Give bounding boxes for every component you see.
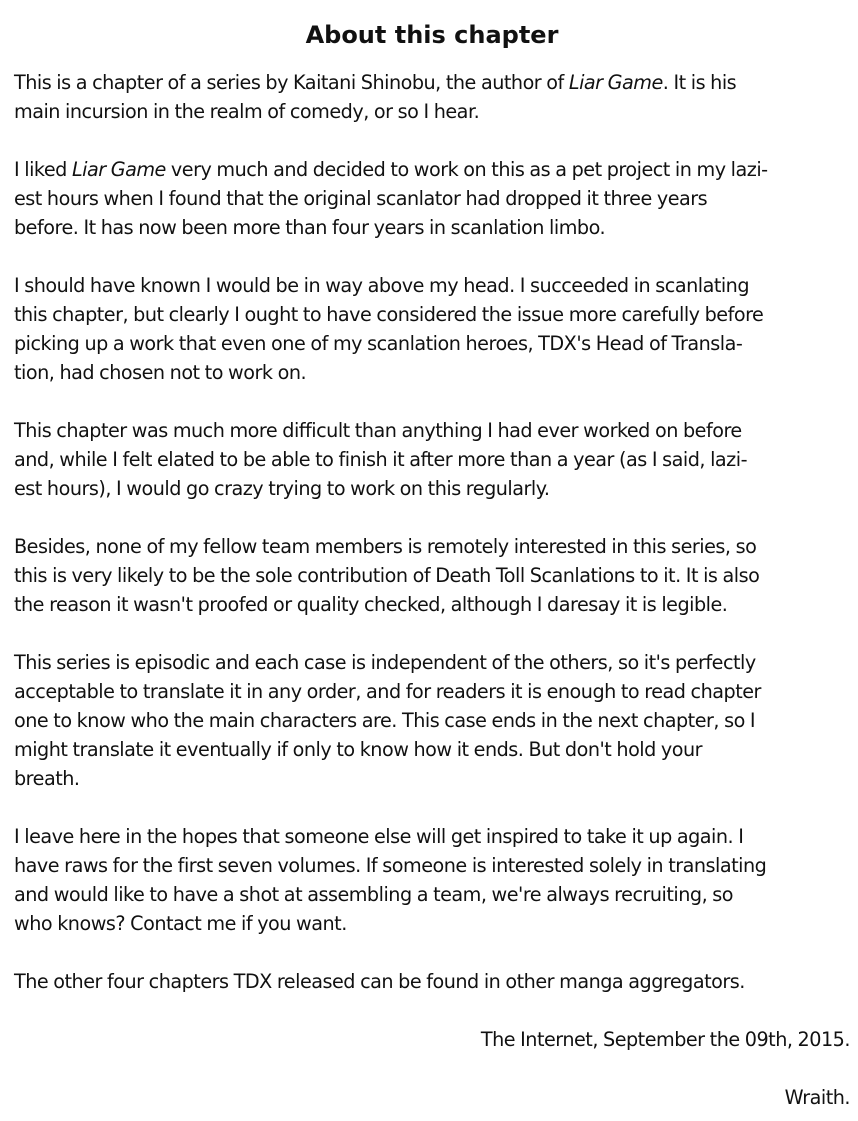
paragraph-other-chapters [14,967,850,996]
book-title: Liar Game [568,71,663,94]
text-line: one to know who the main characters are. This case ends in the next chapter, so I [14,709,756,732]
paragraph-intro [14,68,850,126]
paragraph-recruiting [14,822,850,938]
text-line: This series is episodic and each case is independent of the others, so it's perfectly [14,651,756,674]
text-line: This is a chapter of a series by Kaitani Shinobu, the author of Liar Game. It is his [14,71,737,94]
text-line: this chapter, but clearly I ought to have considered the issue more carefully before [14,303,764,326]
text-line: breath. [14,767,80,790]
text-line: est hours), I would go crazy trying to work on this regularly. [14,477,550,500]
signature: Wraith. [784,1086,850,1109]
text-line: The other four chapters TDX released can be found in other manga aggregators. [14,970,745,993]
document-page [14,18,850,1112]
paragraph-team [14,532,850,619]
text-line: this is very likely to be the sole contribution of Death Toll Scanlations to it. It is also [14,564,760,587]
text-line: acceptable to translate it in any order, and for readers it is enough to read chapter [14,680,761,703]
text-line: est hours when I found that the original scanlator had dropped it three years [14,187,708,210]
text-line: I should have known I would be in way above my head. I succeeded in scanlating [14,274,750,297]
text-line: and would like to have a shot at assembling a team, we're always recruiting, so [14,883,734,906]
page-title: About this chapter [305,21,559,49]
text-line: Besides, none of my fellow team members is remotely interested in this series, so [14,535,757,558]
text-line: the reason it wasn't proofed or quality checked, although I daresay it is legible. [14,593,728,616]
text-line: tion, had chosen not to work on. [14,361,307,384]
text-line: I liked Liar Game very much and decided to work on this as a pet project in my lazi- [14,158,768,181]
text-line: This chapter was much more difficult than anything I had ever worked on before [14,419,742,442]
text-line: picking up a work that even one of my scanlation heroes, TDX's Head of Transla- [14,332,743,355]
text-line: before. It has now been more than four years in scanlation limbo. [14,216,606,239]
date-line: The Internet, September the 09th, 2015. [480,1028,850,1051]
paragraph-difficulty [14,271,850,387]
text-line: have raws for the first seven volumes. If someone is interested solely in translating [14,854,767,877]
book-title: Liar Game [71,158,166,181]
text-line: who knows? Contact me if you want. [14,912,347,935]
paragraph-motivation [14,155,850,242]
paragraph-effort [14,416,850,503]
paragraph-series [14,648,850,793]
text-line: I leave here in the hopes that someone else will get inspired to take it up again. I [14,825,744,848]
text-line: might translate it eventually if only to know how it ends. But don't hold your [14,738,703,761]
text-line: and, while I felt elated to be able to finish it after more than a year (as I said, lazi- [14,448,747,471]
text-line: main incursion in the realm of comedy, or so I hear. [14,100,480,123]
